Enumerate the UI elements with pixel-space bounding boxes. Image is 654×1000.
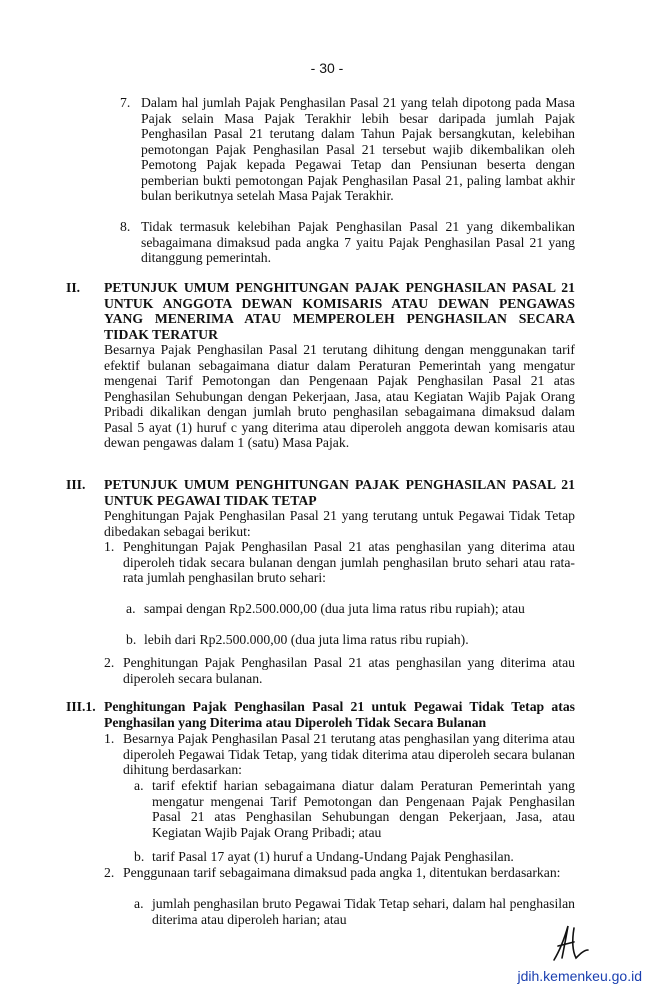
item-number: 1. (104, 731, 115, 746)
item-text: tarif Pasal 17 ayat (1) huruf a Undang-Undang Pajak Penghasilan. (152, 849, 514, 864)
section-number: II. (66, 280, 81, 295)
list-subitem (126, 632, 575, 648)
item-letter: b. (134, 849, 145, 864)
item-text: Tidak termasuk kelebihan Pajak Penghasilan Pasal 21 yang dikembalikan sebagaimana dimaksud pada angka 7 yaitu Pajak Penghasilan Pasal 21 yang ditanggung pemerintah. (141, 219, 575, 265)
list-item-8 (120, 219, 575, 266)
watermark-link[interactable]: jdih.kemenkeu.go.id (517, 968, 642, 984)
item-number: 2. (104, 865, 115, 880)
list-item-7 (120, 95, 575, 204)
item-number: 8. (120, 219, 131, 234)
list-subitem (134, 849, 575, 865)
section-iii-body: Penghitungan Pajak Penghasilan Pasal 21 yang terutang untuk Pegawai Tidak Tetap dibedakan sebagai berikut: (104, 508, 575, 539)
section-ii-heading (66, 280, 575, 342)
section-iii-1-heading (66, 699, 575, 730)
item-text: sampai dengan Rp2.500.000,00 (dua juta lima ratus ribu rupiah); atau (144, 601, 525, 616)
section-number: III. (66, 477, 86, 492)
section-title: Penghitungan Pajak Penghasilan Pasal 21 untuk Pegawai Tidak Tetap atas Penghasilan yang Diterima atau Diperoleh Tidak Secara Bulanan (104, 699, 575, 730)
item-number: 7. (120, 95, 131, 110)
item-number: 1. (104, 539, 115, 554)
item-text: tarif efektif harian sebagaimana diatur dalam Peraturan Pemerintah yang mengatur mengenai Tarif Pemotongan dan Pengenaan Pajak Penghasilan Pasal 21 atas Penghasilan Sehubungan dengan Pekerjaan, Jasa, atau Kegiatan Wajib Pajak Orang Pribadi; atau (152, 778, 575, 840)
list-subitem (134, 778, 575, 840)
item-text: jumlah penghasilan bruto Pegawai Tidak Tetap sehari, dalam hal penghasilan diterima atau diperoleh harian; atau (152, 896, 575, 927)
section-number: III.1. (66, 699, 96, 714)
page-number: - 30 - (310, 60, 344, 76)
item-text: Dalam hal jumlah Pajak Penghasilan Pasal 21 yang telah dipotong pada Masa Pajak selain Masa Pajak Terakhir lebih besar daripada jumlah Pajak Penghasilan Pasal 21 terutang dalam Tahun Pajak bersangkutan, kelebihan pemotongan Pajak Penghasilan Pasal 21 tersebut wajib dikembalikan oleh Pemotong Pajak kepada Pegawai Tetap dan Pensiunan beserta dengan pemberian bukti pemotongan Pajak Penghasilan Pasal 21, paling lambat akhir bulan berikutnya setelah Masa Pajak Terakhir. (141, 95, 575, 203)
section-ii-body: Besarnya Pajak Penghasilan Pasal 21 terutang dihitung dengan menggunakan tarif efektif bulanan sebagaimana diatur dalam Peraturan Pemerintah yang mengatur mengenai Tarif Pemotongan dan Pengenaan Pajak Penghasilan Pasal 21 atas Penghasilan Sehubungan dengan Pekerjaan, Jasa, atau Kegiatan Wajib Pajak Orang Pribadi dikalikan dengan jumlah bruto penghasilan sebagaimana dimaksud dalam Pasal 5 ayat (1) huruf c yang diterima atau diperoleh anggota dewan komisaris atau dewan pengawas dalam 1 (satu) Masa Pajak. (104, 342, 575, 450)
list-subitem (134, 896, 575, 927)
section-title: PETUNJUK UMUM PENGHITUNGAN PAJAK PENGHASILAN PASAL 21 UNTUK PEGAWAI TIDAK TETAP (104, 477, 575, 508)
item-text: Penghitungan Pajak Penghasilan Pasal 21 atas penghasilan yang diterima atau diperoleh secara bulanan. (123, 655, 575, 686)
item-letter: a. (126, 601, 136, 616)
item-text: Besarnya Pajak Penghasilan Pasal 21 terutang atas penghasilan yang diterima atau diperoleh Pegawai Tidak Tetap, yang tidak diterima atau diperoleh secara bulanan dihitung berdasarkan: (123, 731, 575, 777)
list-item (104, 539, 575, 586)
section-title: PETUNJUK UMUM PENGHITUNGAN PAJAK PENGHASILAN PASAL 21 UNTUK ANGGOTA DEWAN KOMISARIS ATAU DEWAN PENGAWAS YANG MENERIMA ATAU MEMPEROLEH PENGHASILAN SECARA TIDAK TERATUR (104, 280, 575, 342)
item-letter: a. (134, 778, 144, 793)
item-text: Penggunaan tarif sebagaimana dimaksud pada angka 1, ditentukan berdasarkan: (123, 865, 561, 880)
item-number: 2. (104, 655, 115, 670)
list-item (104, 865, 575, 881)
item-letter: b. (126, 632, 137, 647)
list-item (104, 655, 575, 686)
item-text: Penghitungan Pajak Penghasilan Pasal 21 atas penghasilan yang diterima atau diperoleh tidak secara bulanan dengan jumlah penghasilan bruto sehari atau rata-rata jumlah penghasilan bruto sehari: (123, 539, 575, 585)
section-iii-heading (66, 477, 575, 508)
list-subitem (126, 601, 575, 617)
signature-initials-icon (548, 920, 592, 964)
list-item (104, 731, 575, 778)
item-text: lebih dari Rp2.500.000,00 (dua juta lima ratus ribu rupiah). (144, 632, 469, 647)
item-letter: a. (134, 896, 144, 911)
